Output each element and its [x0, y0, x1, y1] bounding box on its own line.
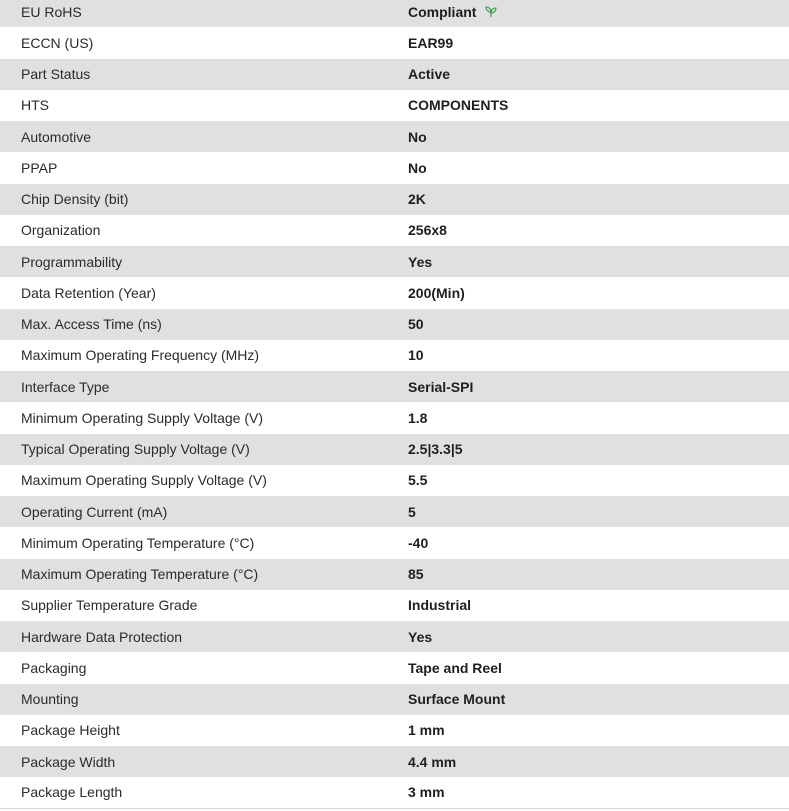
spec-label: Package Length: [21, 784, 123, 801]
leaf-icon: [484, 5, 498, 19]
spec-value: Compliant: [408, 3, 477, 20]
spec-label: Maximum Operating Temperature (°C): [21, 566, 259, 583]
spec-row: [0, 652, 789, 683]
spec-value: Industrial: [408, 597, 472, 614]
spec-label: Typical Operating Supply Voltage (V): [21, 441, 250, 458]
spec-row: [0, 152, 789, 183]
spec-row: [0, 121, 789, 152]
spec-row: [0, 621, 789, 652]
spec-label: PPAP: [21, 159, 58, 176]
spec-value: Surface Mount: [408, 691, 506, 708]
spec-label: Organization: [21, 222, 101, 239]
spec-row: [0, 90, 789, 121]
spec-row: [0, 746, 789, 777]
spec-value: 3 mm: [408, 784, 445, 801]
spec-value: 200(Min): [408, 284, 465, 301]
spec-row: [0, 277, 789, 308]
spec-label: HTS: [21, 97, 49, 114]
spec-value: No: [408, 159, 427, 176]
spec-row: [0, 465, 789, 496]
spec-label: Packaging: [21, 659, 87, 676]
spec-row: [0, 684, 789, 715]
spec-value: Yes: [408, 628, 433, 645]
spec-row: [0, 27, 789, 58]
spec-value: 256x8: [408, 222, 447, 239]
spec-label: Minimum Operating Supply Voltage (V): [21, 409, 263, 426]
spec-value: 10: [408, 347, 424, 364]
spec-row: [0, 371, 789, 402]
spec-value: 50: [408, 316, 424, 333]
spec-label: Package Height: [21, 722, 120, 739]
spec-row: [0, 402, 789, 433]
spec-row: [0, 246, 789, 277]
spec-row: [0, 590, 789, 621]
spec-row: [0, 559, 789, 590]
spec-label: Maximum Operating Supply Voltage (V): [21, 472, 267, 489]
spec-row: [0, 215, 789, 246]
spec-value: 85: [408, 566, 424, 583]
spec-value: 2K: [408, 191, 426, 208]
spec-label: Supplier Temperature Grade: [21, 597, 198, 614]
spec-value: Tape and Reel: [408, 659, 502, 676]
spec-row: [0, 527, 789, 558]
spec-row: [0, 309, 789, 340]
spec-label: Chip Density (bit): [21, 191, 129, 208]
spec-label: Maximum Operating Frequency (MHz): [21, 347, 260, 364]
spec-row: [0, 496, 789, 527]
spec-row: [0, 777, 789, 808]
spec-label: Data Retention (Year): [21, 284, 156, 301]
spec-value: 1 mm: [408, 722, 445, 739]
spec-row: [0, 340, 789, 371]
spec-row: [0, 59, 789, 90]
spec-value: 2.5|3.3|5: [408, 441, 463, 458]
spec-label: Mounting: [21, 691, 79, 708]
spec-row: [0, 434, 789, 465]
spec-value: -40: [408, 534, 429, 551]
spec-label: Max. Access Time (ns): [21, 316, 162, 333]
spec-value: Active: [408, 66, 451, 83]
spec-label: Minimum Operating Temperature (°C): [21, 534, 255, 551]
spec-value: 5: [408, 503, 416, 520]
spec-value-cell: [408, 4, 789, 20]
spec-value: 4.4 mm: [408, 753, 457, 770]
spec-label: Part Status: [21, 66, 91, 83]
spec-value: Serial-SPI: [408, 378, 474, 395]
spec-value: 1.8: [408, 409, 428, 426]
spec-row: [0, 715, 789, 746]
spec-label: Automotive: [21, 128, 92, 145]
spec-value: Yes: [408, 253, 433, 270]
spec-row: [0, 184, 789, 215]
spec-value: No: [408, 128, 427, 145]
spec-value: COMPONENTS: [408, 97, 509, 114]
spec-label: Operating Current (mA): [21, 503, 168, 520]
spec-value: EAR99: [408, 34, 454, 51]
spec-value: 5.5: [408, 472, 428, 489]
spec-label: EU RoHS: [21, 3, 82, 20]
spec-row: [0, 0, 789, 27]
spec-label: Programmability: [21, 253, 123, 270]
spec-label: Interface Type: [21, 378, 110, 395]
spec-label: Hardware Data Protection: [21, 628, 183, 645]
spec-label: Package Width: [21, 753, 116, 770]
spec-label: ECCN (US): [21, 34, 94, 51]
